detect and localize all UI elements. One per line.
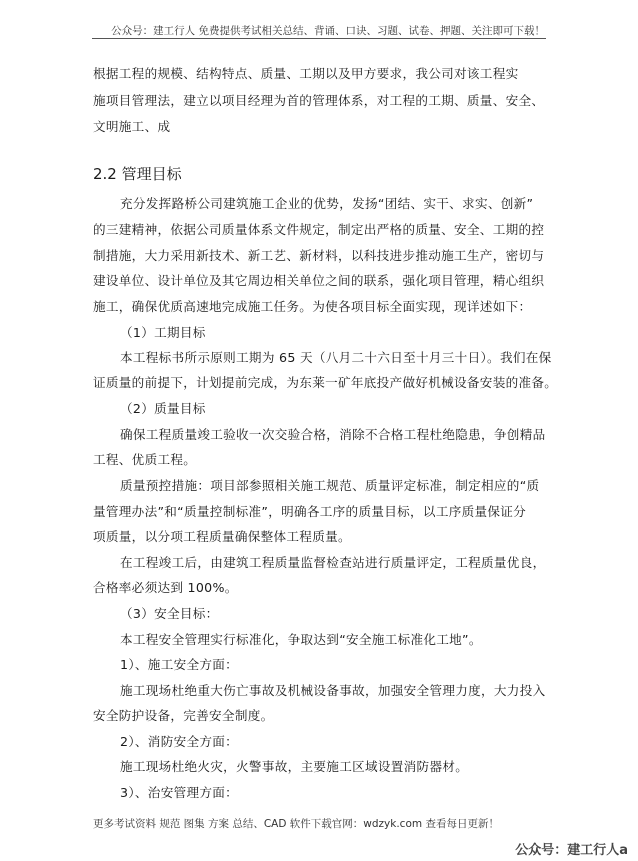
subsection-title: （3）安全目标： xyxy=(120,606,219,621)
paragraph-line: 施工现场杜绝火灾，火警事故，主要施工区域设置消防器材。 xyxy=(120,759,469,774)
paragraph-line: 制措施，大力采用新技术、新工艺、新材料，以科技进步推动施工生产，密切与 xyxy=(93,248,545,263)
subsection-title: （2）质量目标 xyxy=(120,401,206,416)
paragraph-line: 施工，确保优质高速地完成施工任务。为使各项目标全面实现，现详述如下： xyxy=(93,299,532,314)
paragraph-line: 工程、优质工程。 xyxy=(93,452,197,467)
paragraph-line: 项质量，以分项工程质量确保整体工程质量。 xyxy=(93,529,351,544)
paragraph-line: 量管理办法”和“质量控制标准”，明确各工序的质量目标，以工序质量保证分 xyxy=(93,504,527,519)
paragraph-line: 证质量的前提下，计划提前完成，为东莱一矿年底投产做好机械设备安装的准备。 xyxy=(93,375,558,390)
paragraph-line: 施工现场杜绝重大伤亡事故及机械设备事故，加强安全管理力度，大力投入 xyxy=(120,683,546,698)
header-divider xyxy=(92,38,546,39)
paragraph-line: 充分发挥路桥公司建筑施工企业的优势，发扬“团结、实干、求实、创新” xyxy=(120,196,534,211)
list-item-title: 3）、治安管理方面： xyxy=(120,785,239,800)
list-item-title: 2）、消防安全方面： xyxy=(120,734,239,749)
paragraph-line: 质量预控措施：项目部参照相关施工规范、质量评定标准，制定相应的“质 xyxy=(120,478,540,493)
list-item-title: 1）、施工安全方面： xyxy=(120,657,239,672)
section-heading: 2.2 管理目标 xyxy=(93,165,182,183)
paragraph-line: 根据工程的规模、结构特点、质量、工期以及甲方要求，我公司对该工程实 xyxy=(93,66,519,81)
paragraph-line: 安全防护设备，完善安全制度。 xyxy=(93,708,274,723)
footer-text: 更多考试资料 规范 图集 方案 总结、CAD 软件下载官网：wdzyk.com 查看每日更新！ xyxy=(93,818,499,830)
paragraph-line: 文明施工、成 xyxy=(93,119,171,134)
paragraph-line: 建设单位、设计单位及其它周边相关单位之间的联系，强化项目管理，精心组织 xyxy=(93,273,545,288)
paragraph-line: 本工程标书所示原则工期为 65 天（八月二十六日至十月三十日）。我们在保 xyxy=(120,350,552,365)
paragraph-line: 确保工程质量竣工验收一次交验合格，消除不合格工程杜绝隐患，争创精品 xyxy=(120,427,546,442)
paragraph-line: 合格率必须达到 100%。 xyxy=(93,580,238,595)
paragraph-line: 在工程竣工后，由建筑工程质量监督检查站进行质量评定，工程质量优良， xyxy=(120,555,546,570)
watermark-text: 公众号：建工行人a xyxy=(515,843,628,858)
paragraph-line: 本工程安全管理实行标准化，争取达到“安全施工标准化工地”。 xyxy=(120,632,482,647)
subsection-title: （1）工期目标 xyxy=(120,325,206,340)
paragraph-line: 施项目管理法，建立以项目经理为首的管理体系，对工程的工期、质量、安全、 xyxy=(93,93,545,108)
paragraph-line: 的三建精神，依据公司质量体系文件规定，制定出严格的质量、安全、工期的控 xyxy=(93,222,545,237)
header-text: 公众号：建工行人 免费提供考试相关总结、背诵、口诀、习题、试卷、押题、关注即可下载！ xyxy=(111,25,545,37)
